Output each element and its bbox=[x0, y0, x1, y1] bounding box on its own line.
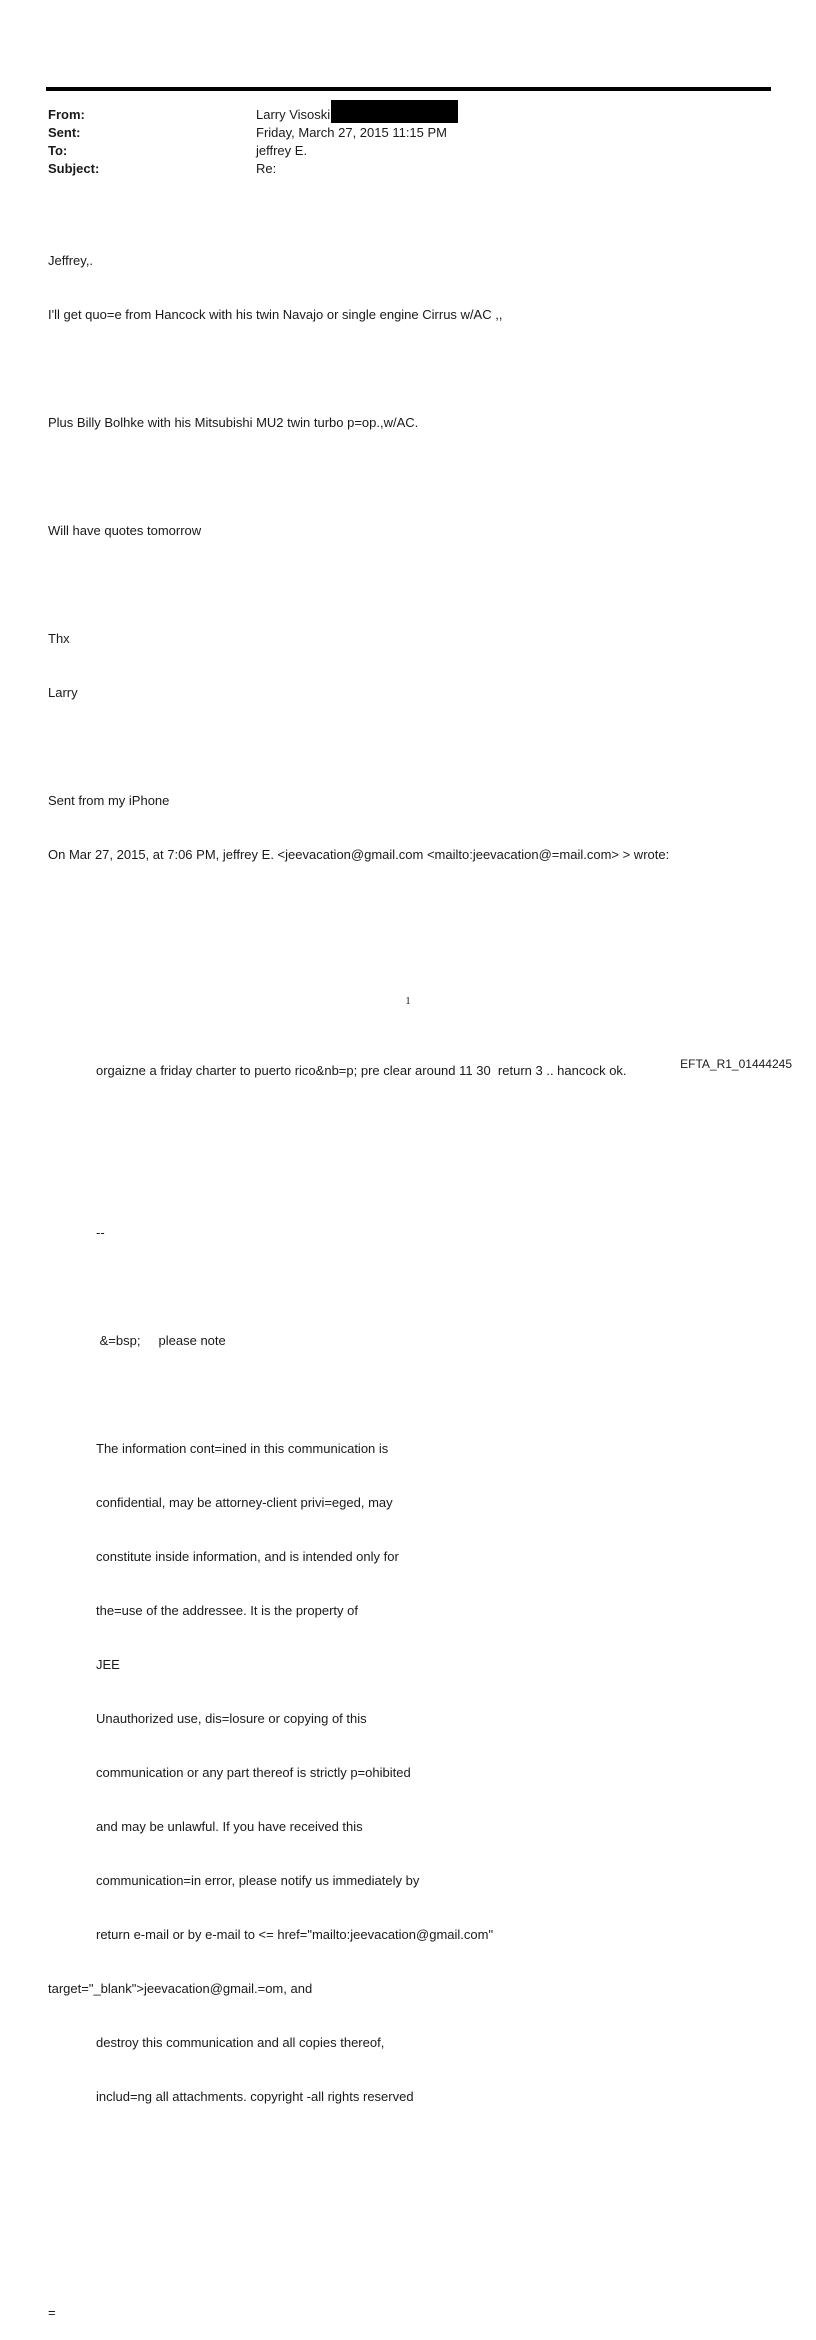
disclaimer-line: communication or any part thereof is strictly p=ohibited bbox=[96, 1765, 411, 1780]
sent-value: Friday, March 27, 2015 11:15 PM bbox=[256, 125, 448, 140]
sent-from: Sent from my iPhone bbox=[48, 793, 170, 808]
disclaimer-line: JEE bbox=[96, 1657, 120, 1672]
signature: Larry bbox=[48, 685, 78, 700]
trailing-char: = bbox=[48, 2305, 56, 2320]
document-id: EFTA_R1_01444245 bbox=[680, 1057, 792, 1071]
disclaimer-line: includ=ng all attachments. copyright -all rights reserved bbox=[96, 2089, 414, 2104]
body-line: Will have quotes tomorrow bbox=[48, 523, 202, 538]
subject-label: Subject: bbox=[48, 161, 100, 176]
disclaimer-line: Unauthorized use, dis=losure or copying of this bbox=[96, 1711, 367, 1726]
sent-label: Sent: bbox=[48, 125, 81, 140]
redaction-box bbox=[331, 100, 458, 123]
to-value: jeffrey E. bbox=[256, 143, 308, 158]
disclaimer-line: The information cont=ined in this communication is bbox=[96, 1441, 389, 1456]
email-body bbox=[48, 216, 788, 2340]
disclaimer-line: and may be unlawful. If you have received this bbox=[96, 1819, 363, 1834]
from-value: Larry Visoski bbox=[256, 107, 331, 122]
disclaimer-line: confidential, may be attorney-client privi=eged, may bbox=[96, 1495, 393, 1510]
header-rule bbox=[46, 87, 771, 91]
disclaimer-line: return e-mail or by e-mail to <= href="mailto:jeevacation@gmail.com" bbox=[96, 1927, 494, 1942]
body-line: Plus Billy Bolhke with his Mitsubishi MU2 twin turbo p=op.,w/AC. bbox=[48, 415, 419, 430]
quoted-message: orgaizne a friday charter to puerto rico&nb=p; pre clear around 11 30 return 3 .. hancock ok. bbox=[96, 1063, 627, 1078]
quoted-separator: -- bbox=[96, 1225, 105, 1240]
body-line: I'll get quo=e from Hancock with his twin Navajo or single engine Cirrus w/AC ,, bbox=[48, 307, 503, 322]
disclaimer-line: communication=in error, please notify us immediately by bbox=[96, 1873, 420, 1888]
signoff: Thx bbox=[48, 631, 70, 646]
disclaimer-line: the=use of the addressee. It is the property of bbox=[96, 1603, 358, 1618]
greeting: Jeffrey,. bbox=[48, 253, 94, 268]
quoted-note: &=bsp; please note bbox=[96, 1333, 226, 1348]
subject-value: Re: bbox=[256, 161, 277, 176]
quote-header: On Mar 27, 2015, at 7:06 PM, jeffrey E. <jeevacation@gmail.com <mailto:jeevacation@=mail.com> > wrote: bbox=[48, 847, 670, 862]
page-number: 1 bbox=[405, 995, 411, 1007]
disclaimer-line: destroy this communication and all copies thereof, bbox=[96, 2035, 385, 2050]
to-label: To: bbox=[48, 143, 68, 158]
from-label: From: bbox=[48, 107, 85, 122]
disclaimer-wrap-line: target="_blank">jeevacation@gmail.=om, and bbox=[48, 1981, 313, 1996]
disclaimer-line: constitute inside information, and is intended only for bbox=[96, 1549, 399, 1564]
